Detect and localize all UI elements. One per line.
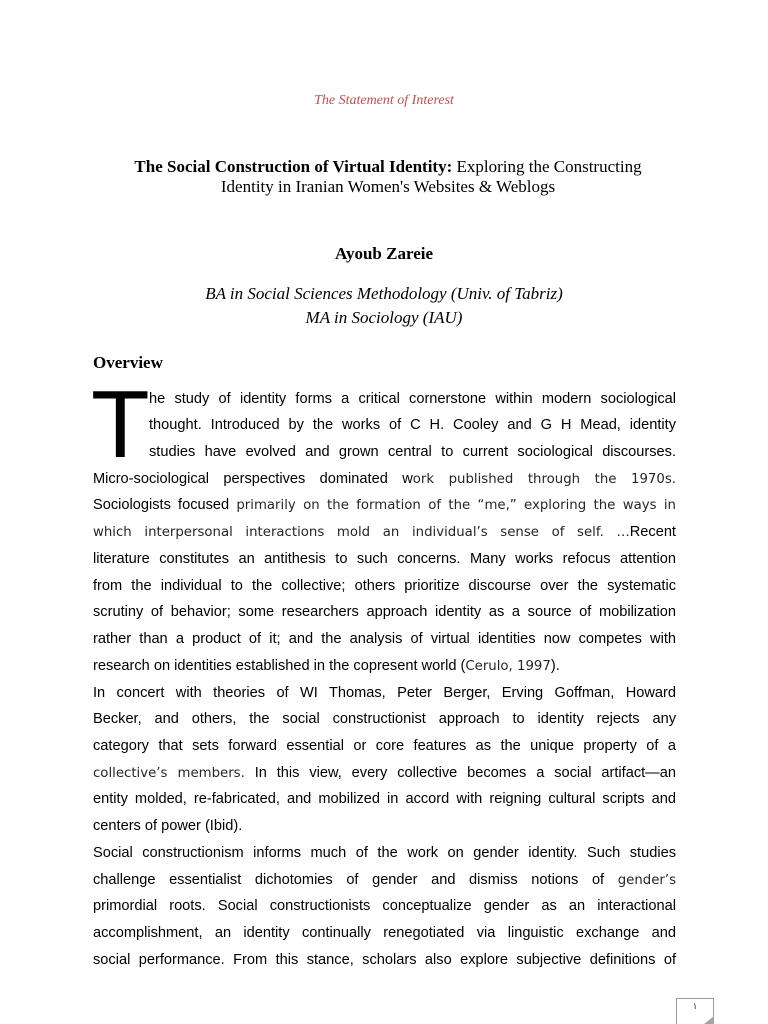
body-text-segment: challenge essentialist dichotomies of gender and dismiss notions of [93,872,618,888]
body-text-segment: Sociologists focused [93,497,237,513]
degree-ma: MA in Sociology (IAU) [305,308,463,327]
page-number: ١ [692,1002,698,1012]
body-line [93,656,676,677]
citation: Cerulo, 1997 [465,659,551,674]
author-name: Ayoub Zareie [334,244,434,263]
body-line [93,870,676,891]
author-degrees [0,282,768,330]
body-line: he study of identity forms a critical cornerstone within modern sociological [149,391,676,407]
body-text-segment: collective’s members. [93,766,245,781]
body-text-segment: Recent [629,524,676,540]
body-line: Becker, and others, the social constructionist approach to identity rejects any [93,711,676,727]
title-main: The Social Construction of Virtual Identity: [134,157,453,176]
body-line [93,495,676,516]
body-text-segment: In this view, every collective becomes a social artifact—an [244,765,676,781]
body-line [93,763,676,784]
body-line: literature constitutes an antithesis to such concerns. Many works refocus attention [93,551,676,567]
body-text-segment: ). [550,658,560,674]
body-line: category that sets forward essential or core features as the unique property of a [93,738,676,754]
body-line [93,522,676,543]
title-subtitle-part2: Identity in Iranian Women's Websites & Weblogs [220,177,556,196]
section-heading-overview: Overview [93,353,163,372]
body-line: social performance. From this stance, scholars also explore subjective definitions of [93,952,676,968]
document-title [96,157,680,197]
body-line: rather than a product of it; and the analysis of virtual identities now competes with [93,631,676,647]
drop-cap-letter: T [91,371,150,478]
body-line: studies have evolved and grown central to current sociological discourses. [149,444,676,460]
body-line: In concert with theories of WI Thomas, Peter Berger, Erving Goffman, Howard [93,685,676,701]
body-line: from the individual to the collective; others prioritize discourse over the systematic [93,578,676,594]
body-text-segment: which interpersonal interactions mold an individual’s sense of self. … [93,525,630,540]
title-subtitle-part1: Exploring the Constructing [452,157,642,176]
statement-label: The Statement of Interest [314,93,454,108]
body-text-segment: primarily on the formation of the “me,” exploring the ways in [236,498,676,513]
body-line [93,469,676,490]
body-text-segment: ork published through the 1970s. [412,472,676,487]
page-number-box [676,998,714,1024]
body-line: accomplishment, an identity continually renegotiated via linguistic exchange and [93,925,676,941]
body-line: Social constructionism informs much of the work on gender identity. Such studies [93,845,676,861]
body-line: scrutiny of behavior; some researchers approach identity as a source of mobilization [93,604,676,620]
degree-ba: BA in Social Sciences Methodology (Univ. of Tabriz) [205,284,563,303]
body-line: centers of power (Ibid). [93,818,243,834]
body-text-segment: gender’s [617,873,676,888]
body-line: entity molded, re-fabricated, and mobilized in accord with reigning cultural scripts and [93,791,676,807]
body-text-segment: research on identities established in the copresent world ( [93,658,466,674]
body-line: thought. Introduced by the works of C H. Cooley and G H Mead, identity [149,417,676,433]
body-line: primordial roots. Social constructionists conceptualize gender as an interactional [93,898,676,914]
page-curl-icon [704,1016,714,1024]
body-text-segment: Micro-sociological perspectives dominated w [93,471,413,487]
